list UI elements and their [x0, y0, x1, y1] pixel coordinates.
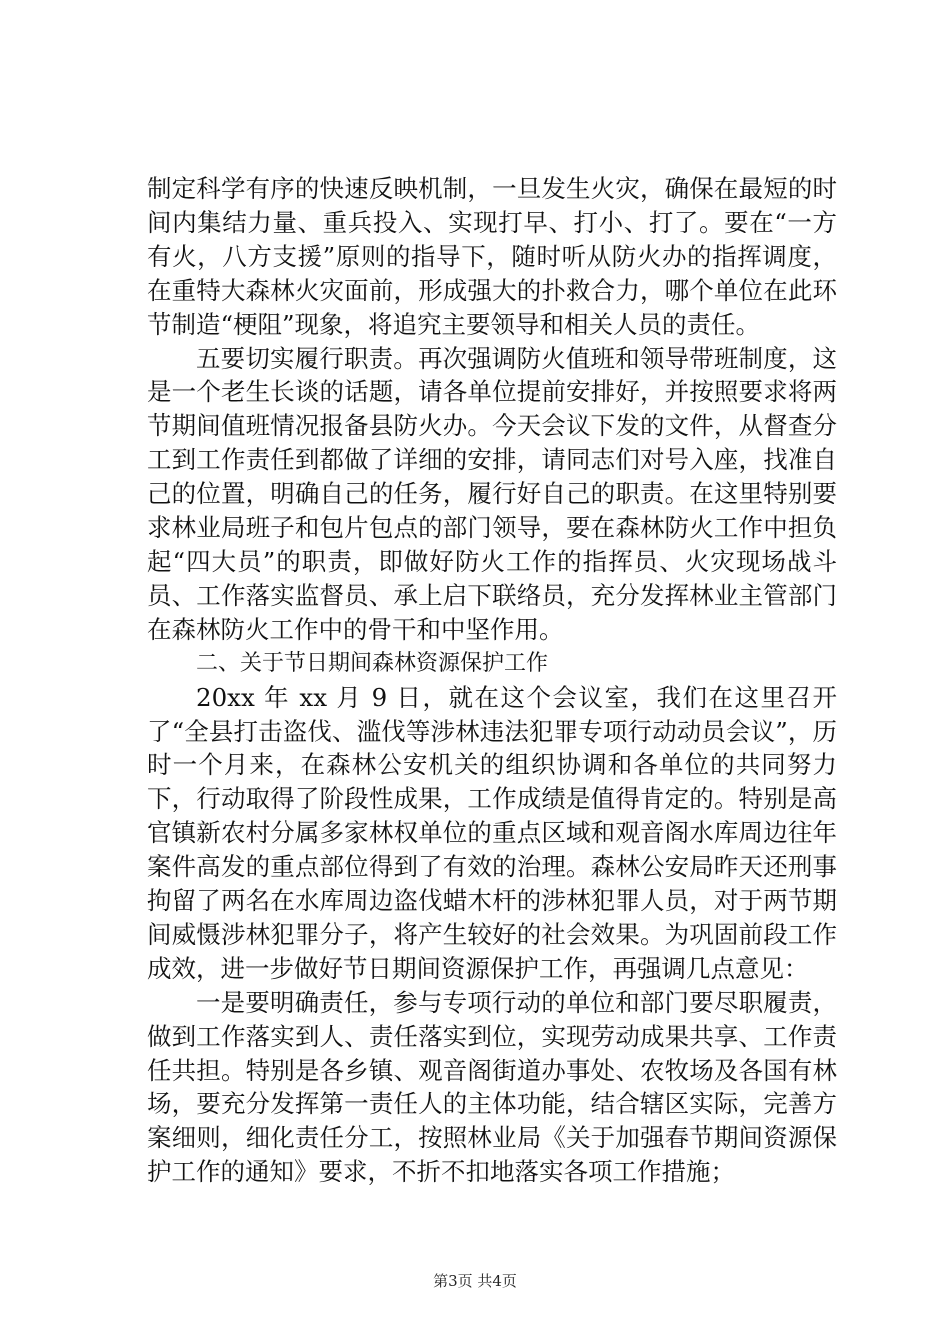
- document-body: [147, 172, 837, 1189]
- section-heading-resource-protection: 二、关于节日期间森林资源保护工作: [196, 650, 549, 676]
- page-number-footer: 第3页 共4页: [433, 1272, 517, 1290]
- paragraph-duty-fulfillment: 五要切实履行职责。再次强调防火值班和领导带班制度，这是一个老生长谈的话题，请各单位提前安排好，并按照要求将两节期间值班情况报备县防火办。今天会议下发的文件，从督查分工到工作责任到都做了详细的安排，请同志们对号入座，找准自己的位置，明确自己的任务，履行好自己的职责。在这里特别要求林业局班子和包片包点的部门领导，要在森林防火工作中担负起“四大员”的职责，即做好防火工作的指挥员、火灾现场战斗员、工作落实监督员、承上启下联络员，充分发挥林业主管部门在森林防火工作中的骨干和中坚作用。: [147, 343, 837, 644]
- paragraph-continuation: 制定科学有序的快速反映机制，一旦发生火灾，确保在最短的时间内集结力量、重兵投入、实现打早、打小、打了。要在“一方有火，八方支援”原则的指导下，随时听从防火办的指挥调度，在重特大森林火灾面前，形成强大的扑救合力，哪个单位在此环节制造“梗阻”现象，将追究主要领导和相关人员的责任。: [147, 174, 837, 339]
- paragraph-special-action: 20xx 年 xx 月 9 日，就在这个会议室，我们在这里召开了“全县打击盗伐、滥伐等涉林违法犯罪专项行动动员会议”，历时一个月来，在森林公安机关的组织协调和各单位的共同努力下，行动取得了阶段性成果，工作成绩是值得肯定的。特别是高官镇新农村分属多家林权单位的重点区域和观音阁水库周边往年案件高发的重点部位得到了有效的治理。森林公安局昨天还刑事拘留了两名在水库周边盗伐蜡木杆的涉林犯罪人员，对于两节期间威慑涉林犯罪分子，将产生较好的社会效果。为巩固前段工作成效，进一步做好节日期间资源保护工作，再强调几点意见：: [147, 682, 837, 983]
- paragraph-clarify-responsibility: 一是要明确责任，参与专项行动的单位和部门要尽职履责，做到工作落实到人、责任落实到位，实现劳动成果共享、工作责任共担。特别是各乡镇、观音阁街道办事处、农牧场及各国有林场，要充分发挥第一责任人的主体功能，结合辖区实际，完善方案细则，细化责任分工，按照林业局《关于加强春节期间资源保护工作的通知》要求，不折不扣地落实各项工作措施；: [147, 987, 837, 1187]
